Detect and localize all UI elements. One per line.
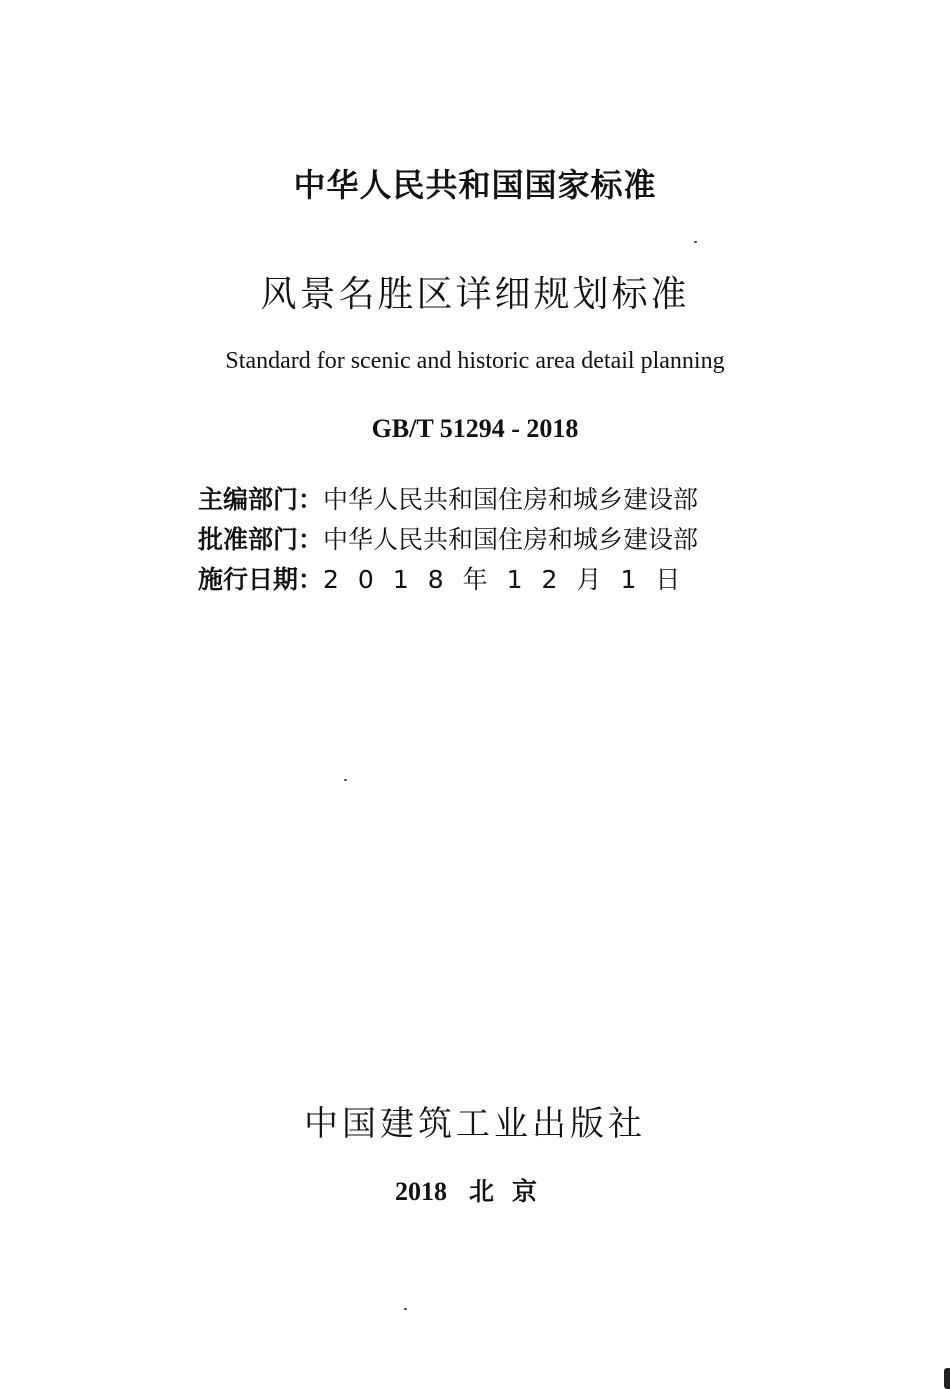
standard-code: GB/T 51294 - 2018 [371,414,579,443]
editor-label: 主编部门： [198,485,324,514]
standard-metadata [198,480,699,600]
scan-speck [404,1308,407,1310]
publication-line [0,1172,950,1208]
editor-row [198,480,699,520]
approver-label: 批准部门： [198,525,324,554]
approver-row [198,520,699,560]
effective-date-row [198,560,699,600]
standard-title-english: Standard for scenic and historic area detail planning [225,348,725,374]
publication-city: 北京 [468,1177,555,1206]
scan-speck [694,241,697,243]
scan-speck [344,779,347,781]
national-standard-heading: 中华人民共和国国家标准 [293,166,657,204]
publisher-name: 中国建筑工业出版社 [304,1104,646,1144]
approver-value: 中华人民共和国住房和城乡建设部 [323,525,699,554]
effective-date-label: 施行日期： [198,565,324,594]
scan-edge-mark [944,1368,950,1389]
editor-value: 中华人民共和国住房和城乡建设部 [323,485,699,514]
publication-year: 2018 [394,1177,447,1206]
effective-date-value: 2018年12月1日 [323,565,700,594]
standard-title-chinese: 风景名胜区详细规划标准 [260,274,690,315]
